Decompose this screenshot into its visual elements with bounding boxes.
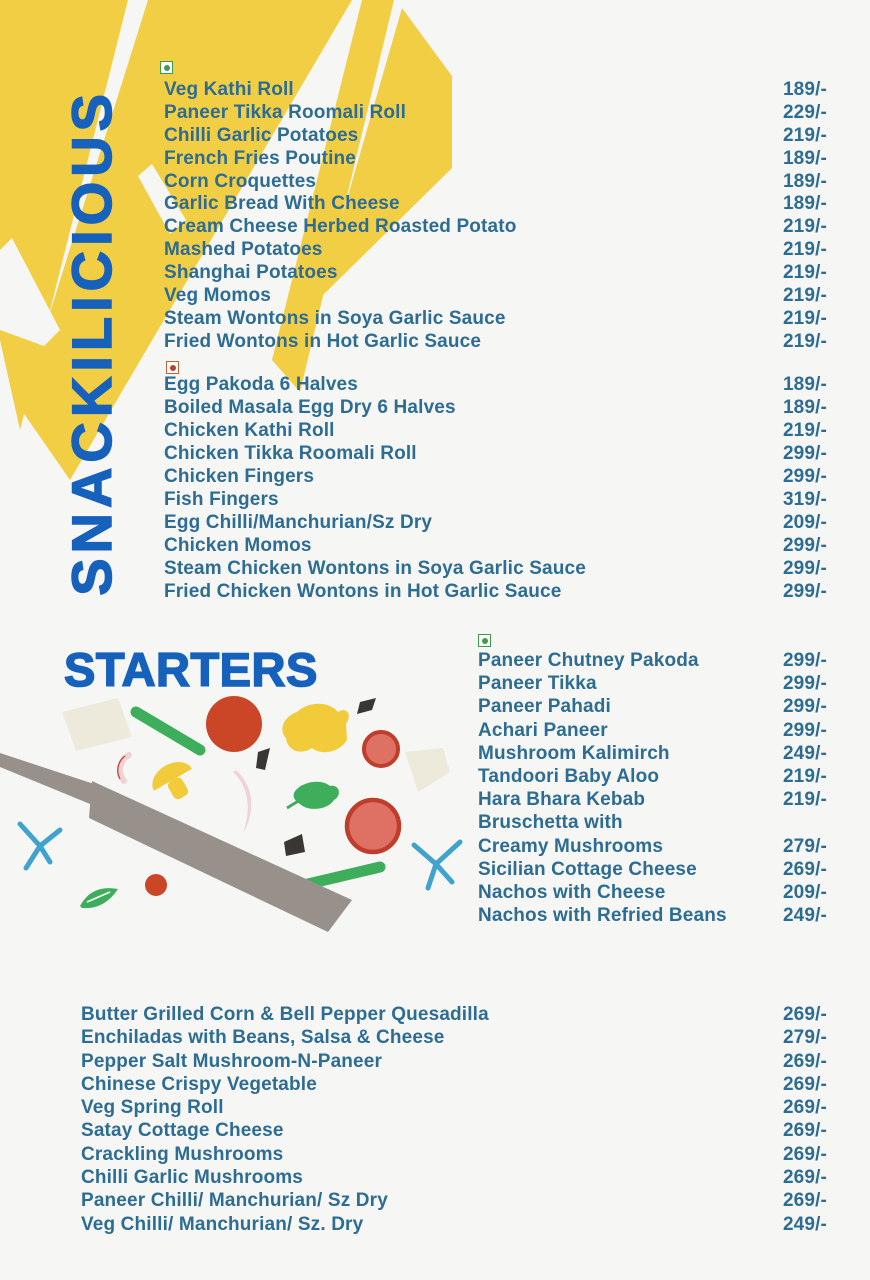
item-price: 249/- [782, 1213, 827, 1235]
item-name: Bruschetta with [478, 812, 623, 834]
leaf-icon [80, 888, 118, 908]
item-name: Creamy Mushrooms [478, 835, 664, 857]
pan-handle [0, 753, 97, 806]
green-bean-icon [308, 867, 380, 884]
item-price: 229/- [782, 101, 827, 123]
menu-item-row [164, 466, 827, 489]
nonveg-indicator-icon [166, 361, 179, 374]
item-price: 219/- [782, 216, 827, 238]
menu-item-row [164, 420, 827, 443]
section-title-snackilicious [56, 70, 128, 615]
item-name: Chicken Kathi Roll [164, 420, 335, 441]
item-name: Chicken Fingers [164, 466, 315, 487]
starters-list [478, 650, 827, 928]
item-name: Crackling Mushrooms [81, 1143, 284, 1165]
tomato-icon [206, 696, 262, 752]
item-price: 299/- [782, 581, 827, 602]
tomato-slice-icon [364, 732, 398, 766]
seasoning-bit-icon [357, 698, 376, 714]
item-price: 219/- [782, 330, 827, 352]
item-name: Pepper Salt Mushroom-N-Paneer [81, 1050, 383, 1072]
item-price: 319/- [782, 489, 827, 510]
menu-item-row [478, 812, 827, 835]
cheese-slice-icon [405, 748, 450, 792]
item-price: 189/- [782, 397, 827, 418]
veg-dot [482, 638, 488, 644]
menu-item-row [164, 148, 827, 171]
section-title-text: SNACKILICIOUS [59, 89, 123, 596]
item-name: Hara Bhara Kebab [478, 789, 646, 811]
item-name: Veg Momos [164, 285, 271, 307]
item-name: Paneer Tikka [478, 673, 597, 695]
item-price: 299/- [782, 719, 827, 741]
item-name: Paneer Pahadi [478, 696, 611, 718]
item-price: 189/- [782, 170, 827, 192]
menu-item-row [81, 1190, 827, 1213]
herb-twig-icon [414, 842, 460, 888]
item-price: 299/- [782, 535, 827, 556]
menu-item-row [164, 171, 827, 194]
item-name: Mushroom Kalimirch [478, 742, 670, 764]
item-name: Chilli Garlic Mushrooms [81, 1167, 303, 1189]
item-price: 219/- [782, 285, 827, 307]
item-name: Chilli Garlic Potatoes [164, 124, 359, 146]
item-price: 269/- [782, 1143, 827, 1165]
item-name: Garlic Bread With Cheese [164, 193, 400, 215]
item-name: Steam Chicken Wontons in Soya Garlic Sauce [164, 558, 586, 579]
menu-item-row [81, 1004, 827, 1027]
item-name: Corn Croquettes [164, 170, 317, 192]
menu-item-row [164, 535, 827, 558]
seasoning-bit-icon [284, 834, 305, 856]
menu-item-row [478, 650, 827, 673]
menu-item-row [478, 789, 827, 812]
item-name: Nachos with Refried Beans [478, 905, 727, 927]
menu-item-row [164, 193, 827, 216]
nonveg-dot [170, 365, 176, 371]
item-name: Veg Spring Roll [81, 1097, 224, 1119]
menu-item-row [81, 1051, 827, 1074]
item-name: Veg Chilli/ Manchurian/ Sz. Dry [81, 1213, 364, 1235]
item-price: 189/- [782, 374, 827, 395]
item-name: Enchiladas with Beans, Salsa & Cheese [81, 1027, 445, 1049]
veg-dot [164, 65, 170, 71]
snacks-veg-list [164, 79, 827, 354]
item-price: 219/- [782, 789, 827, 811]
item-name: Chicken Momos [164, 535, 312, 556]
menu-item-row [81, 1097, 827, 1120]
item-name: Tandoori Baby Aloo [478, 765, 660, 787]
veg-indicator-icon [478, 634, 491, 647]
menu-item-row [164, 262, 827, 285]
item-price: 269/- [782, 1190, 827, 1212]
snacks-nonveg-list [164, 374, 827, 604]
item-name: Satay Cottage Cheese [81, 1120, 284, 1142]
onion-slice-icon [233, 770, 251, 833]
mushroom-icon [146, 755, 202, 808]
menu-item-row [478, 859, 827, 882]
menu-item-row [164, 102, 827, 125]
section-title-starters: STARTERS [64, 643, 318, 696]
item-name: Paneer Chilli/ Manchurian/ Sz Dry [81, 1190, 388, 1212]
menu-item-row [164, 443, 827, 466]
item-price: 269/- [782, 1004, 827, 1025]
item-price: 219/- [782, 124, 827, 146]
menu-item-row [478, 743, 827, 766]
menu-item-row [81, 1144, 827, 1167]
item-price: 189/- [782, 193, 827, 215]
item-price: 209/- [782, 881, 827, 903]
item-name: Nachos with Cheese [478, 881, 666, 903]
menu-item-row [478, 720, 827, 743]
menu-item-row [81, 1120, 827, 1143]
item-name: Egg Chilli/Manchurian/Sz Dry [164, 512, 433, 533]
tomato-slice-icon [347, 800, 399, 852]
menu-item-row [164, 285, 827, 308]
menu-item-row [164, 581, 827, 604]
menu-item-row [478, 673, 827, 696]
item-price: 269/- [782, 1097, 827, 1119]
cheese-slice-icon [62, 698, 132, 751]
tomato-icon [145, 874, 167, 896]
item-name: Fried Wontons in Hot Garlic Sauce [164, 330, 482, 352]
green-bean-icon [136, 712, 200, 750]
item-name: Mashed Potatoes [164, 239, 323, 261]
item-price: 219/- [782, 765, 827, 787]
menu-item-row [164, 308, 827, 331]
item-price: 209/- [782, 512, 827, 533]
menu-item-row [81, 1167, 827, 1190]
menu-item-row [164, 239, 827, 262]
item-price: 279/- [782, 1027, 827, 1049]
menu-item-row [164, 512, 827, 535]
item-name: Steam Wontons in Soya Garlic Sauce [164, 307, 506, 329]
menu-item-row [164, 331, 827, 354]
menu-item-row [81, 1214, 827, 1237]
item-price: 219/- [782, 307, 827, 329]
item-name: Sicilian Cottage Cheese [478, 858, 697, 880]
item-name: Achari Paneer [478, 719, 608, 741]
item-price: 219/- [782, 239, 827, 261]
menu-item-row [81, 1074, 827, 1097]
menu-item-row [478, 766, 827, 789]
item-name: Boiled Masala Egg Dry 6 Halves [164, 397, 456, 418]
menu-item-row [164, 79, 827, 102]
menu-item-row [164, 125, 827, 148]
item-name: Cream Cheese Herbed Roasted Potato [164, 216, 517, 238]
menu-item-row [164, 397, 827, 420]
item-price: 189/- [782, 79, 827, 100]
item-price: 189/- [782, 147, 827, 169]
item-price: 299/- [782, 443, 827, 464]
item-name: Egg Pakoda 6 Halves [164, 374, 358, 395]
menu-item-row [478, 696, 827, 719]
item-price: 299/- [782, 696, 827, 718]
item-name: Fish Fingers [164, 489, 279, 510]
menu-item-row [478, 905, 827, 928]
item-name: Paneer Chutney Pakoda [478, 650, 699, 671]
menu-item-row [164, 216, 827, 239]
item-name: Paneer Tikka Roomali Roll [164, 101, 407, 123]
item-price: 249/- [782, 905, 827, 927]
item-price: 299/- [782, 650, 827, 671]
herb-twig-icon [20, 824, 60, 868]
item-price: 249/- [782, 742, 827, 764]
menu-item-row [478, 836, 827, 859]
item-price: 269/- [782, 858, 827, 880]
green-pepper-icon [294, 782, 339, 809]
veg-indicator-icon [160, 61, 173, 74]
item-name: Shanghai Potatoes [164, 262, 338, 284]
item-name: Chicken Tikka Roomali Roll [164, 443, 417, 464]
cooking-pan-illustration [0, 690, 470, 980]
item-price: 299/- [782, 673, 827, 695]
item-name: Butter Grilled Corn & Bell Pepper Quesadilla [81, 1004, 489, 1025]
cheese-chunk-icon [282, 704, 348, 752]
menu-item-row [164, 489, 827, 512]
menu-item-row [81, 1027, 827, 1050]
item-price: 219/- [782, 262, 827, 284]
item-name: Fried Chicken Wontons in Hot Garlic Sauce [164, 581, 562, 602]
item-price: 299/- [782, 558, 827, 579]
menu-item-row [164, 558, 827, 581]
item-price: 299/- [782, 466, 827, 487]
item-name: Chinese Crispy Vegetable [81, 1073, 317, 1095]
item-price: 219/- [782, 420, 827, 441]
item-name: French Fries Poutine [164, 147, 356, 169]
item-price: 269/- [782, 1073, 827, 1095]
item-price: 269/- [782, 1167, 827, 1189]
menu-item-row [478, 882, 827, 905]
item-price: 269/- [782, 1050, 827, 1072]
item-price: 269/- [782, 1120, 827, 1142]
item-price: 279/- [782, 835, 827, 857]
menu-item-row [164, 374, 827, 397]
item-name: Veg Kathi Roll [164, 79, 294, 100]
starters-more-list [81, 1004, 827, 1237]
seasoning-bit-icon [256, 748, 270, 770]
